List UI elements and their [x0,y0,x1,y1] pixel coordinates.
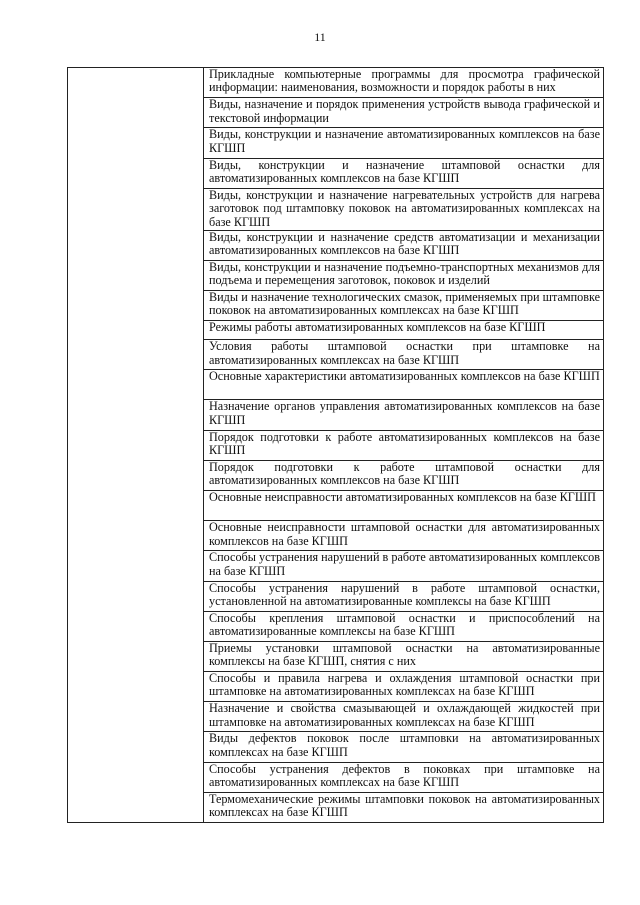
table-row [204,612,603,642]
table-row [204,189,603,231]
table-row [204,461,603,491]
page-number: 11 [314,30,326,44]
table-row [204,763,603,793]
table-row [204,491,603,521]
table-row [204,340,603,370]
table-row [204,431,603,461]
row-text: Виды дефектов поковок после штамповки на автоматизированных комплексах на базе КГШП [209,732,600,759]
table-row [204,370,603,400]
row-text: Способы и правила нагрева и охлаждения штамповой оснастки при штамповке на автоматизированных комплексах на базе КГШП [209,672,600,699]
row-text: Виды, конструкции и назначение средств автоматизации и механизации автоматизированных комплексов на базе КГШП [209,230,600,257]
table-row [204,261,603,291]
row-text: Способы устранения нарушений в работе автоматизированных комплексов на базе КГШП [209,551,600,578]
row-text: Основные неисправности штамповой оснастки для автоматизированных комплексов на базе КГШП [209,521,600,548]
row-text: Прикладные компьютерные программы для просмотра графической информации: наименования, возможности и порядок работы в них [209,68,600,95]
row-text: Способы устранения нарушений в работе штамповой оснастки, установленной на автоматизированные комплексы на базе КГШП [209,581,600,608]
table-row [204,68,603,98]
table-row [204,672,603,702]
table-row [204,98,603,128]
row-text: Виды, назначение и порядок применения устройств вывода графической и текстовой информации [209,98,600,125]
row-text: Режимы работы автоматизированных комплексов на базе КГШП [209,321,546,335]
row-text: Термомеханические режимы штамповки поковок на автоматизированных комплексах на базе КГШП [209,792,600,820]
table-right-column [204,68,603,822]
row-text: Способы крепления штамповой оснастки и приспособлений на автоматизированные комплексы на базе КГШП [209,611,600,639]
row-text: Порядок подготовки к работе штамповой оснастки для автоматизированных комплексов на базе КГШП [209,460,600,488]
row-text: Основные характеристики автоматизированных комплексов на базе КГШП [209,370,600,384]
table-row [204,128,603,158]
table-row [204,159,603,189]
row-text: Основные неисправности автоматизированных комплексов на базе КГШП [209,491,596,504]
row-text: Назначение и свойства смазывающей и охлаждающей жидкостей при штамповке на автоматизированных комплексах на базе КГШП [209,702,600,729]
row-text: Способы устранения дефектов в поковках при штамповке на автоматизированных комплексах на базе КГШП [209,762,600,789]
row-text: Виды, конструкции и назначение автоматизированных комплексов на базе КГШП [209,128,600,155]
table-row [204,732,603,762]
row-text: Порядок подготовки к работе автоматизированных комплексов на базе КГШП [209,430,600,458]
table-row [204,793,603,822]
table-row [204,291,603,321]
row-text: Приемы установки штамповой оснастки на автоматизированные комплексы на базе КГШП, снятия с них [209,641,600,669]
row-text: Виды и назначение технологических смазок, применяемых при штамповке поковок на автоматизированных комплексах на базе КГШП [209,290,600,318]
row-text: Условия работы штамповой оснастки при штамповке на автоматизированных комплексах на базе КГШП [209,340,600,367]
row-text: Виды, конструкции и назначение нагревательных устройств для нагрева заготовок под штамповку поковок на автоматизированных комплексах на базе КГШП [209,188,600,229]
table-row [204,582,603,612]
table-row [204,231,603,261]
table-row [204,521,603,551]
table-row [204,551,603,581]
row-text: Виды, конструкции и назначение подъемно-транспортных механизмов для подъема и перемещения заготовок, поковок и изделий [209,260,600,288]
table-left-column [68,68,204,822]
table-row [204,321,603,340]
knowledge-table [67,67,604,823]
row-text: Назначение органов управления автоматизированных комплексов на базе КГШП [209,400,600,427]
table-row [204,400,603,430]
table-row [204,642,603,672]
table-row [204,702,603,732]
row-text: Виды, конструкции и назначение штамповой оснастки для автоматизированных комплексов на базе КГШП [209,158,600,185]
